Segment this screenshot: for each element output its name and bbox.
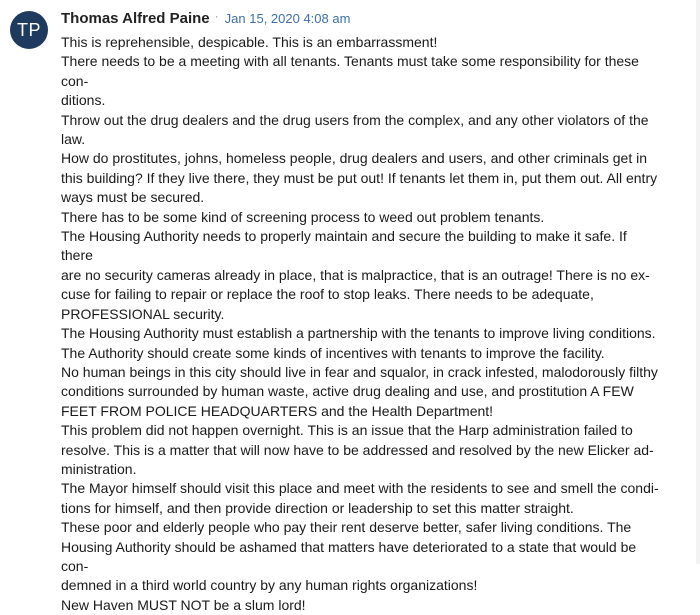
- comment-line: This is reprehensible, despicable. This is an embarrassment!: [61, 34, 438, 50]
- comment-line: There has to be some kind of screening process to weed out problem tenants.: [61, 208, 545, 225]
- avatar[interactable]: [10, 11, 48, 49]
- comment-line: ways must be secured.: [61, 189, 205, 206]
- avatar-initials: TP: [16, 19, 41, 40]
- comment-line: tions for himself, and then provide direction or leadership to set this matter straight.: [61, 499, 574, 516]
- comment-line: The Authority should create some kinds of incentives with tenants to improve the facility.: [61, 344, 605, 361]
- comment-line: law.: [61, 131, 86, 148]
- comment-line: The Mayor himself should visit this place and meet with the residents to see and smell the condi-: [61, 480, 659, 497]
- comment-line: These poor and elderly people who pay their rent deserve better, safer living conditions. The: [61, 519, 632, 536]
- comment-line: How do prostitutes, johns, homeless people, drug dealers and users, and other criminals get in: [61, 150, 647, 167]
- author-name[interactable]: Thomas Alfred Paine: [61, 10, 210, 27]
- comment-line: cuse for failing to repair or replace the roof to stop leaks. There needs to be adequate,: [61, 286, 594, 303]
- comment-line: this building? If they live there, they must be put out! If tenants let them in, put them out. All entry: [61, 169, 658, 186]
- comment-line: are no security cameras already in place, that is malpractice, that is an outrage! There is no ex-: [61, 266, 650, 283]
- comment-line: FEET FROM POLICE HEADQUARTERS and the Health Department!: [61, 402, 494, 419]
- comment-line: New Haven MUST NOT be a slum lord!: [61, 596, 306, 613]
- comment-body: [61, 33, 661, 615]
- comment-line: PROFESSIONAL security.: [61, 305, 225, 322]
- comment-header: [61, 10, 350, 30]
- comment-line: demned in a third world country by any human rights organizations!: [61, 577, 478, 594]
- comment-line: Housing Authority should be ashamed that matters have deteriorated to a state that would be con-: [61, 538, 637, 574]
- comment-line: ministration.: [61, 460, 137, 477]
- scroll-edge: [696, 0, 700, 564]
- comment-line: ditions.: [61, 92, 106, 109]
- header-separator: ·: [214, 9, 219, 23]
- comment-line: Throw out the drug dealers and the drug users from the complex, and any other violators of the: [61, 111, 649, 128]
- comment-line: This problem did not happen overnight. This is an issue that the Harp administration failed to: [61, 422, 633, 439]
- comment-line: The Housing Authority needs to properly maintain and secure the building to make it safe. If there: [61, 228, 627, 264]
- comment-line: No human beings in this city should live in fear and squalor, in crack infested, malodorously filthy: [61, 363, 658, 380]
- comment-timestamp[interactable]: Jan 15, 2020 4:08 am: [224, 11, 351, 26]
- comment-line: resolve. This is a matter that will now have to be addressed and resolved by the new Elicker ad-: [61, 441, 654, 458]
- comment-line: The Housing Authority must establish a partnership with the tenants to improve living conditions.: [61, 325, 656, 342]
- comment-line: There needs to be a meeting with all tenants. Tenants must take some responsibility for these con-: [61, 53, 639, 89]
- comment-line: conditions surrounded by human waste, active drug dealing and use, and prostitution A FEW: [61, 383, 634, 400]
